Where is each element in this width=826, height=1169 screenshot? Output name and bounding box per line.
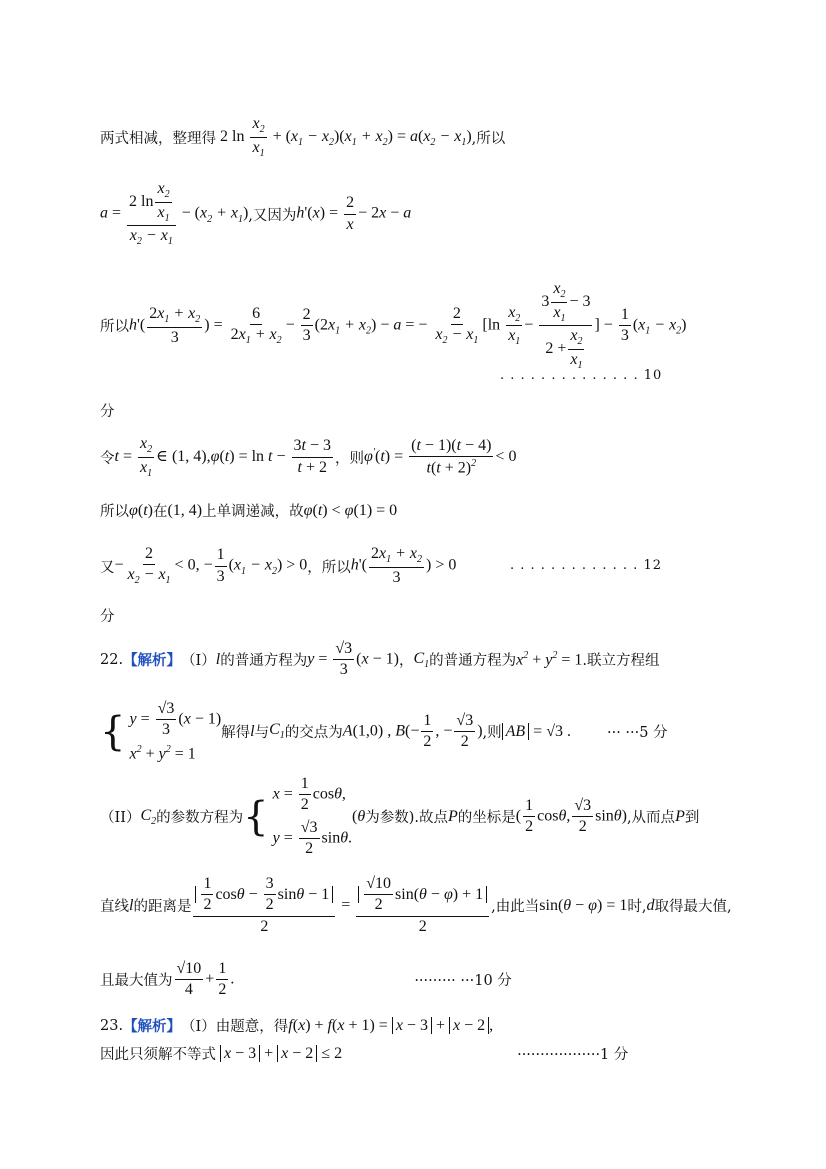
brace: { — [243, 793, 269, 840]
text: .联立方程组 — [582, 653, 660, 670]
line-4 — [100, 435, 516, 479]
symbol-c2: $C_2$ — [140, 806, 157, 827]
q22-line-5 — [100, 960, 512, 1000]
score-marker-12: . . . . . . . . . . . . . 12 — [510, 558, 662, 573]
formula: − $\frac{2}{x_2 - x_1}$ < 0, − $\frac{1}{3}$ $(x_1 - x_2) > 0$ — [114, 545, 308, 587]
part-label: （I） — [181, 653, 216, 670]
score-marker-1: ··················1 分 — [517, 1047, 629, 1063]
text: 为参数).故点 — [365, 810, 449, 827]
equation-system: y = $\frac{√3}{3}$ (x − 1) $x^2 + y^2 = 1$ — [129, 700, 222, 763]
formula: 2 ln $\frac{x_2}{x_1}$ + $(x_1 - x_2)(x_1 + x_2) = a(x_2 - x_1)$ — [220, 115, 472, 159]
formula: sin(θ − φ) = 1 — [539, 896, 628, 914]
text: 时, — [627, 899, 647, 916]
text: 又 — [100, 559, 115, 576]
score-marker-10: ········· ···10 分 — [414, 973, 512, 990]
symbol-p: P — [675, 807, 685, 825]
q22-line-1 — [100, 640, 660, 680]
formula: f(x) + f(x + 1) = x − 3 + x − 2 , — [288, 1016, 494, 1034]
formula: φ(t) — [129, 501, 153, 519]
line-3 — [100, 280, 687, 372]
formula: A(1,0) , B(− $\frac{1}{2}$ , − $\frac{√3}{2}$ ) — [342, 711, 483, 751]
text: 到 — [684, 810, 700, 827]
q23-line-1 — [100, 1015, 493, 1036]
formula: t = $\frac{x_2}{x_1}$ ∈ (1, 4),φ(t) = ln t − $\frac{3t - 3}{t + 2}$ — [114, 435, 331, 479]
line-5 — [100, 500, 397, 521]
text: ,所以 — [471, 130, 506, 147]
text: 两式相减，整理得 — [100, 130, 216, 147]
symbol-c1: $C_1$ — [269, 721, 285, 742]
line-2 — [100, 180, 411, 248]
text: 令 — [100, 450, 115, 467]
text: ,则 — [482, 725, 502, 742]
text: 的普通方程为 — [220, 653, 308, 670]
formula: (1, 4) — [167, 501, 203, 519]
symbol-p: P — [448, 807, 458, 825]
text: 直线 — [100, 899, 129, 916]
score-unit: 分 — [100, 609, 115, 625]
formula: x − 3 + x − 2 ≤ 2 — [216, 1045, 342, 1063]
text: 所以 — [100, 319, 129, 336]
text: 所以 — [100, 504, 129, 520]
text: 的交点为 — [284, 725, 343, 742]
text: 解得 — [221, 725, 251, 742]
text: 取得最大值, — [654, 899, 732, 916]
symbol-c1: $C_1$ — [413, 649, 430, 670]
text: 在 — [152, 504, 168, 520]
analysis-tag: 【解析】 — [123, 652, 182, 670]
q22-line-3 — [100, 775, 699, 859]
text: 且最大值为 — [100, 973, 173, 990]
text: 因此只须解不等式 — [100, 1047, 216, 1063]
text: ，所以 — [307, 559, 351, 576]
formula: h'( $\frac{2x_1 + x_2}{3}$ ) = $\frac{6}{2x_1 + x_2}$ − $\frac{2}{3}$ $(2x_1 + x_2) - a$ = − $\frac{2}{x_2 - x_1}$ [ln $\frac{x_2}{x_1}$ − 3 $\frac{x_2}{x_1}$ − 3 2 + $\frac{x_2}{x_1}$ ] − $\frac{1}{3}$ $(x_1 - x_2)$ — [129, 280, 687, 372]
q22-system-line — [100, 700, 668, 763]
formula: AB = √3 . — [502, 723, 571, 741]
formula: (θ — [352, 807, 366, 825]
q23-line-2 — [100, 1043, 628, 1064]
text: 与 — [254, 725, 270, 742]
symbol-l: l — [250, 722, 255, 740]
analysis-tag: 【解析】 — [123, 1018, 182, 1035]
text: ,由此当 — [491, 899, 540, 916]
text: ,又因为 — [248, 207, 297, 224]
symbol-l: l — [215, 650, 221, 668]
formula: φ(t) < φ(1) = 0 — [303, 501, 398, 519]
q22-line-4 — [100, 875, 732, 936]
formula: a = 2 ln $\frac{x_2}{x_1}$ $x_2 - x_1$ − $(x_2 + x_1)$ — [100, 180, 249, 248]
score-marker-10: . . . . . . . . . . . . . . 10 — [500, 368, 663, 383]
question-number: 23. — [100, 1017, 124, 1034]
formula: ( $\frac{1}{2}$ cosθ, $\frac{√3}{2}$ sinθ) — [515, 796, 627, 836]
formula: y = $\frac{√3}{3}$ (x − 1) — [307, 640, 399, 679]
text: ， — [398, 653, 414, 670]
text: ，则 — [335, 450, 364, 467]
text: （I）由题意，得 — [181, 1019, 289, 1035]
question-number: 22. — [100, 651, 124, 668]
symbol-l: l — [129, 896, 134, 914]
formula: $\frac{1}{2}$ cosθ − $\frac{3}{2}$ sinθ − 1 2 = $\frac{√10}{2}$ sin(θ − φ) + 1 2 — [191, 875, 491, 936]
text: 的距离是 — [133, 899, 192, 916]
text: ,从而点 — [626, 810, 676, 827]
formula: h'( $\frac{2x_1 + x_2}{3}$ ) > 0 — [350, 545, 457, 586]
formula: h'(x) = $\frac{2}{x}$ − 2x − a — [296, 194, 412, 233]
line-1 — [100, 115, 505, 159]
formula: $\frac{√10}{4}$ + $\frac{1}{2}$ . — [176, 960, 235, 999]
text: 上单调递减，故 — [202, 504, 304, 520]
text: 的参数方程为 — [156, 810, 244, 827]
score-unit: 分 — [100, 404, 115, 420]
text: 的坐标是 — [457, 810, 516, 827]
symbol-d: d — [646, 896, 655, 914]
parametric-system: x = $\frac{1}{2}$ cosθ, y = $\frac{√3}{2}$ sinθ. — [272, 775, 353, 858]
score-marker-5: ··· ···5 分 — [606, 725, 668, 742]
line-6 — [100, 545, 456, 587]
part-label: （II） — [100, 810, 141, 827]
formula: $x^2 + y^2 = 1$ — [516, 650, 583, 669]
text: 的普通方程为 — [429, 653, 517, 670]
formula: φ'(t) = $\frac{(t - 1)(t - 4)}{t(t + 2)^2}$ < 0 — [364, 436, 517, 477]
brace: { — [100, 708, 126, 755]
